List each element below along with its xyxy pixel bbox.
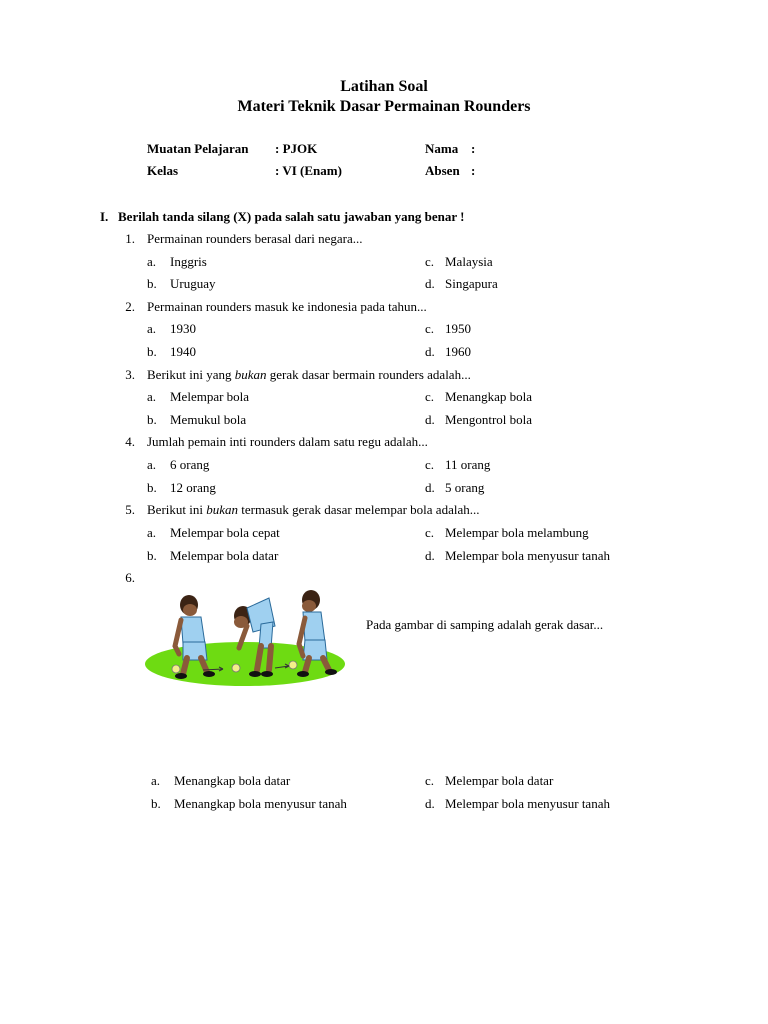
option-a: Inggris: [170, 254, 207, 269]
option-letter-b: b.: [147, 412, 157, 427]
ball-icon: [172, 665, 180, 673]
option-letter-b: b.: [147, 276, 157, 291]
option-letter-c: c.: [425, 321, 435, 336]
document-title: Latihan Soal: [340, 78, 428, 95]
option-b: Uruguay: [170, 276, 216, 291]
option-d: Melempar bola menyusur tanah: [445, 796, 610, 811]
option-letter-d: d.: [425, 276, 435, 291]
ball-icon: [289, 661, 297, 669]
question-number: 5.: [125, 502, 135, 517]
option-b: Menangkap bola menyusur tanah: [174, 796, 347, 811]
option-letter-d: d.: [425, 344, 435, 359]
option-c: 1950: [445, 321, 471, 336]
option-d: Mengontrol bola: [445, 412, 533, 427]
option-c: Melempar bola melambung: [445, 525, 589, 540]
question-number: 1.: [125, 231, 135, 246]
option-a: 6 orang: [170, 457, 210, 472]
option-letter-d: d.: [425, 480, 435, 495]
subject-value: : PJOK: [275, 141, 318, 156]
option-a: 1930: [170, 321, 196, 336]
question-text: Pada gambar di samping adalah gerak dasar...: [366, 617, 604, 632]
option-letter-d: d.: [425, 412, 435, 427]
option-letter-b: b.: [151, 796, 161, 811]
option-d: Melempar bola menyusur tanah: [445, 548, 610, 563]
emphasis-word: bukan: [206, 502, 238, 517]
option-b: 1940: [170, 344, 196, 359]
question-number: 6.: [125, 570, 135, 585]
absen-colon: :: [471, 163, 476, 178]
subject-label: Muatan Pelajaran: [147, 141, 249, 156]
option-b: Melempar bola datar: [170, 548, 279, 563]
question-text: Permainan rounders masuk ke indonesia pada tahun...: [147, 299, 427, 314]
question-text: Jumlah pemain inti rounders dalam satu regu adalah...: [147, 434, 428, 449]
option-letter-c: c.: [425, 773, 435, 788]
option-c: Melempar bola datar: [445, 773, 554, 788]
option-d: 1960: [445, 344, 471, 359]
option-b: 12 orang: [170, 480, 216, 495]
ball-icon: [232, 664, 240, 672]
option-letter-b: b.: [147, 344, 157, 359]
option-a: Menangkap bola datar: [174, 773, 291, 788]
option-d: Singapura: [445, 276, 498, 291]
option-c: 11 orang: [445, 457, 491, 472]
option-letter-c: c.: [425, 254, 435, 269]
option-letter-a: a.: [147, 254, 157, 269]
option-letter-d: d.: [425, 796, 435, 811]
class-label: Kelas: [147, 163, 179, 178]
option-letter-c: c.: [425, 525, 435, 540]
question-number: 2.: [125, 299, 135, 314]
question-text: Permainan rounders berasal dari negara...: [147, 231, 363, 246]
section-numeral: I.: [100, 209, 109, 224]
option-c: Menangkap bola: [445, 389, 533, 404]
option-letter-c: c.: [425, 389, 435, 404]
question-number: 3.: [125, 367, 135, 382]
option-letter-a: a.: [147, 457, 157, 472]
option-letter-a: a.: [147, 389, 157, 404]
option-a: Melempar bola cepat: [170, 525, 280, 540]
option-letter-a: a.: [147, 321, 157, 336]
rounders-illustration: [143, 586, 353, 688]
option-letter-b: b.: [147, 480, 157, 495]
section-instruction: Berilah tanda silang (X) pada salah satu jawaban yang benar !: [118, 209, 465, 224]
option-letter-a: a.: [151, 773, 161, 788]
option-a: Melempar bola: [170, 389, 250, 404]
question-text: Berikut ini bukan termasuk gerak dasar melempar bola adalah...: [147, 502, 480, 517]
option-letter-b: b.: [147, 548, 157, 563]
option-b: Memukul bola: [170, 412, 247, 427]
option-c: Malaysia: [445, 254, 493, 269]
name-colon: :: [471, 141, 476, 156]
option-d: 5 orang: [445, 480, 485, 495]
document-subtitle: Materi Teknik Dasar Permainan Rounders: [237, 98, 531, 115]
emphasis-word: bukan: [234, 367, 267, 382]
option-letter-a: a.: [147, 525, 157, 540]
name-label: Nama: [425, 141, 459, 156]
question-text: Berikut ini yang bukan gerak dasar bermain rounders adalah...: [147, 367, 471, 382]
option-letter-d: d.: [425, 548, 435, 563]
question-number: 4.: [125, 434, 135, 449]
option-letter-c: c.: [425, 457, 435, 472]
class-value: : VI (Enam): [275, 163, 342, 178]
absen-label: Absen: [425, 163, 460, 178]
